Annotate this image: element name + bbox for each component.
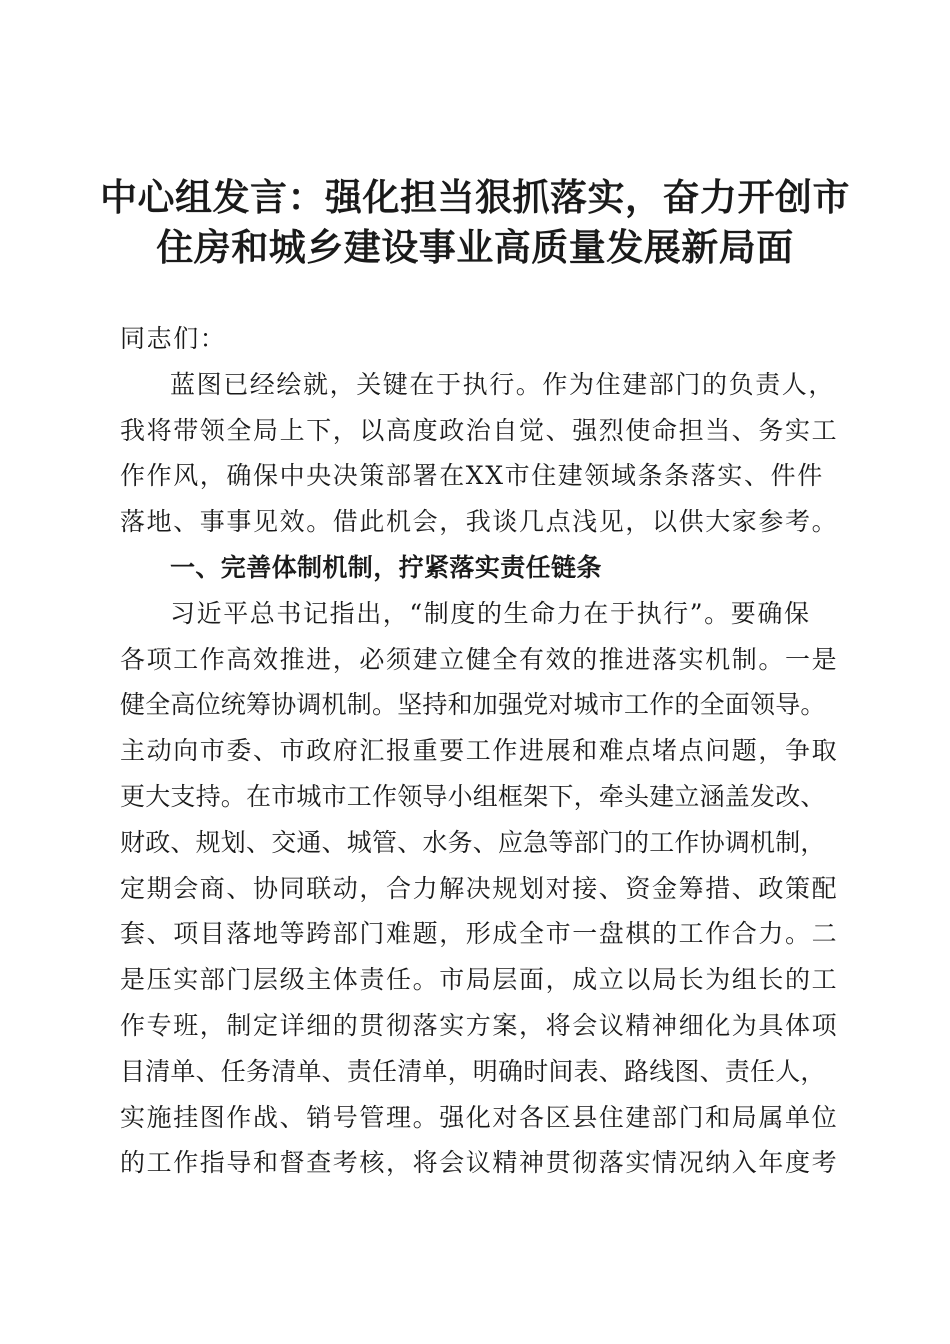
paragraph-line: 蓝图已经绘就，关键在于执行。作为住建部门的负责人， — [170, 369, 836, 399]
paragraph-line: 健全高位统筹协调机制。坚持和加强党对城市工作的全面领导。 — [120, 690, 826, 720]
section-heading: 一、完善体制机制，拧紧落实责任链条 — [170, 552, 602, 582]
paragraph-line: 主动向市委、市政府汇报重要工作进展和难点堵点问题，争取 — [120, 736, 839, 766]
paragraph-line: 定期会商、协同联动，合力解决规划对接、资金筹措、政策配 — [120, 873, 839, 903]
paragraph-line: 更大支持。在市城市工作领导小组框架下，牵头建立涵盖发改、 — [120, 781, 826, 811]
paragraph-line: 的工作指导和督查考核，将会议精神贯彻落实情况纳入年度考 — [120, 1148, 839, 1178]
paragraph-line: 财政、规划、交通、城管、水务、应急等部门的工作协调机制， — [120, 827, 826, 857]
paragraph-line: 作作风，确保中央决策部署在XX市住建领域条条落实、件件 — [120, 461, 824, 491]
paragraph-line: 习近平总书记指出，“制度的生命力在于执行”。要确保 — [170, 598, 811, 628]
paragraph-line: 实施挂图作战、销号管理。强化对各区县住建部门和局属单位 — [120, 1102, 839, 1132]
document-title — [0, 172, 950, 272]
title-line-1: 中心组发言：强化担当狠抓落实，奋力开创市 — [100, 175, 850, 219]
salutation: 同志们： — [120, 324, 227, 353]
document-body — [120, 316, 839, 1186]
paragraph-line: 是压实部门层级主体责任。市局层面，成立以局长为组长的工 — [120, 965, 839, 995]
paragraph-line: 各项工作高效推进，必须建立健全有效的推进落实机制。一是 — [120, 644, 839, 674]
paragraph-line: 落地、事事见效。借此机会，我谈几点浅见，以供大家参考。 — [120, 507, 839, 537]
paragraph-line: 作专班，制定详细的贯彻落实方案，将会议精神细化为具体项 — [120, 1010, 839, 1040]
paragraph-line: 目清单、任务清单、责任清单，明确时间表、路线图、责任人， — [120, 1056, 826, 1086]
paragraph-line: 我将带领全局上下，以高度政治自觉、强烈使命担当、务实工 — [120, 415, 839, 445]
title-line-2: 住房和城乡建设事业高质量发展新局面 — [156, 225, 794, 269]
paragraph-line: 套、项目落地等跨部门难题，形成全市一盘棋的工作合力。二 — [120, 919, 839, 949]
